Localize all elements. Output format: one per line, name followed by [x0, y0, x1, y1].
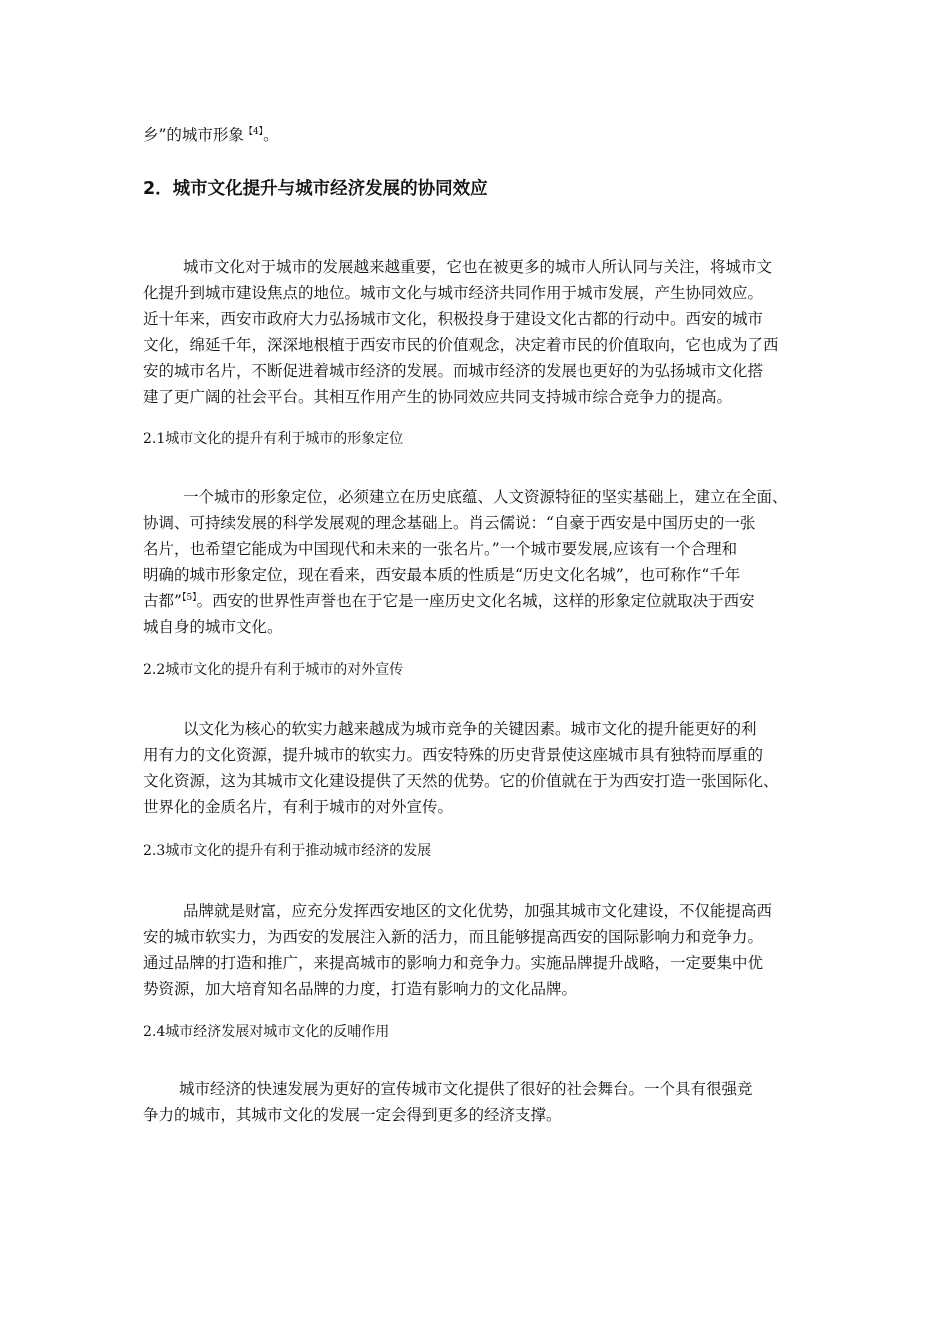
paragraph-line: 近十年来，西安市政府大力弘扬城市文化，积极投身于建设文化古都的行动中。西安的城市: [143, 310, 764, 328]
section-2-paragraph: [143, 254, 815, 410]
subsection-2-2-paragraph: [143, 716, 815, 820]
paragraph-line: 势资源，加大培育知名品牌的力度，打造有影响力的文化品牌。: [143, 980, 578, 998]
subsection-heading: 2.1城市文化的提升有利于城市的形象定位: [143, 431, 404, 447]
paragraph-line: 古都”$^{【5】}$。西安的世界性声誉也在于它是一座历史文化名城，这样的形象定位就取决于西安: [143, 592, 755, 610]
paragraph-line: 以文化为核心的软实力越来越成为城市竞争的关键因素。城市文化的提升能更好的利: [183, 720, 757, 738]
paragraph-line: 用有力的文化资源，提升城市的软实力。西安特殊的历史背景使这座城市具有独特而厚重的: [143, 746, 764, 764]
paragraph-line: 一个城市的形象定位，必须建立在历史底蕴、人文资源特征的坚实基础上，建立在全面、: [183, 488, 788, 506]
citation-ref: 【5】: [181, 593, 197, 603]
paragraph-line: 通过品牌的打造和推广，来提高城市的影响力和竞争力。实施品牌提升战略，一定要集中优: [143, 954, 764, 972]
subsection-2-1-paragraph: [143, 484, 815, 640]
section-heading: 2．城市文化提升与城市经济发展的协同效应: [143, 179, 488, 199]
subsection-2-3-paragraph: [143, 898, 815, 1002]
subsection-heading: 2.2城市文化的提升有利于城市的对外宣传: [143, 662, 404, 678]
subsection-2-1-heading: [143, 427, 815, 451]
subsection-2-4-paragraph: [143, 1076, 815, 1128]
body-text-line: 乡”的城市形象$^{【4】}$。: [143, 126, 279, 144]
subsection-2-4-heading: [143, 1020, 815, 1044]
paragraph-line: 文化资源，这为其城市文化建设提供了天然的优势。它的价值就在于为西安打造一张国际化、: [143, 772, 779, 790]
paragraph-line: 争力的城市，其城市文化的发展一定会得到更多的经济支撑。: [143, 1106, 562, 1124]
paragraph-line: 化提升到城市建设焦点的地位。城市文化与城市经济共同作用于城市发展，产生协同效应。: [143, 284, 764, 302]
subsection-heading: 2.3城市文化的提升有利于推动城市经济的发展: [143, 843, 432, 859]
section-2-heading: [143, 176, 815, 202]
paragraph-line: 城自身的城市文化。: [143, 618, 283, 636]
subsection-2-3-heading: [143, 839, 815, 863]
paragraph-line: 安的城市名片，不断促进着城市经济的发展。而城市经济的发展也更好的为弘扬城市文化搭: [143, 362, 764, 380]
citation-ref: 【4】: [243, 127, 264, 137]
paragraph-line: 世界化的金质名片，有利于城市的对外宣传。: [143, 798, 454, 816]
paragraph-line: 文化，绵延千年，深深地根植于西安市民的价值观念，决定着市民的价值取向，它也成为了西: [143, 336, 779, 354]
paragraph-line: 明确的城市形象定位，现在看来，西安最本质的性质是“历史文化名城”，也可称作“千年: [143, 566, 741, 584]
subsection-heading: 2.4城市经济发展对城市文化的反哺作用: [143, 1024, 390, 1040]
paragraph-line: 品牌就是财富，应充分发挥西安地区的文化优势，加强其城市文化建设，不仅能提高西: [183, 902, 773, 920]
paragraph-line: 名片，也希望它能成为中国现代和未来的一张名片。”一个城市要发展,应该有一个合理和: [143, 540, 738, 558]
paragraph-line: 城市经济的快速发展为更好的宣传城市文化提供了很好的社会舞台。一个具有很强竞: [179, 1080, 753, 1098]
subsection-2-2-heading: [143, 658, 815, 682]
intro-line: [143, 122, 815, 148]
paragraph-line: 建了更广阔的社会平台。其相互作用产生的协同效应共同支持城市综合竞争力的提高。: [143, 388, 733, 406]
paragraph-line: 协调、可持续发展的科学发展观的理念基础上。肖云儒说：“自豪于西安是中国历史的一张: [143, 514, 756, 532]
paragraph-line: 城市文化对于城市的发展越来越重要，它也在被更多的城市人所认同与关注，将城市文: [183, 258, 773, 276]
paragraph-line: 安的城市软实力，为西安的发展注入新的活力，而且能够提高西安的国际影响力和竞争力。: [143, 928, 764, 946]
